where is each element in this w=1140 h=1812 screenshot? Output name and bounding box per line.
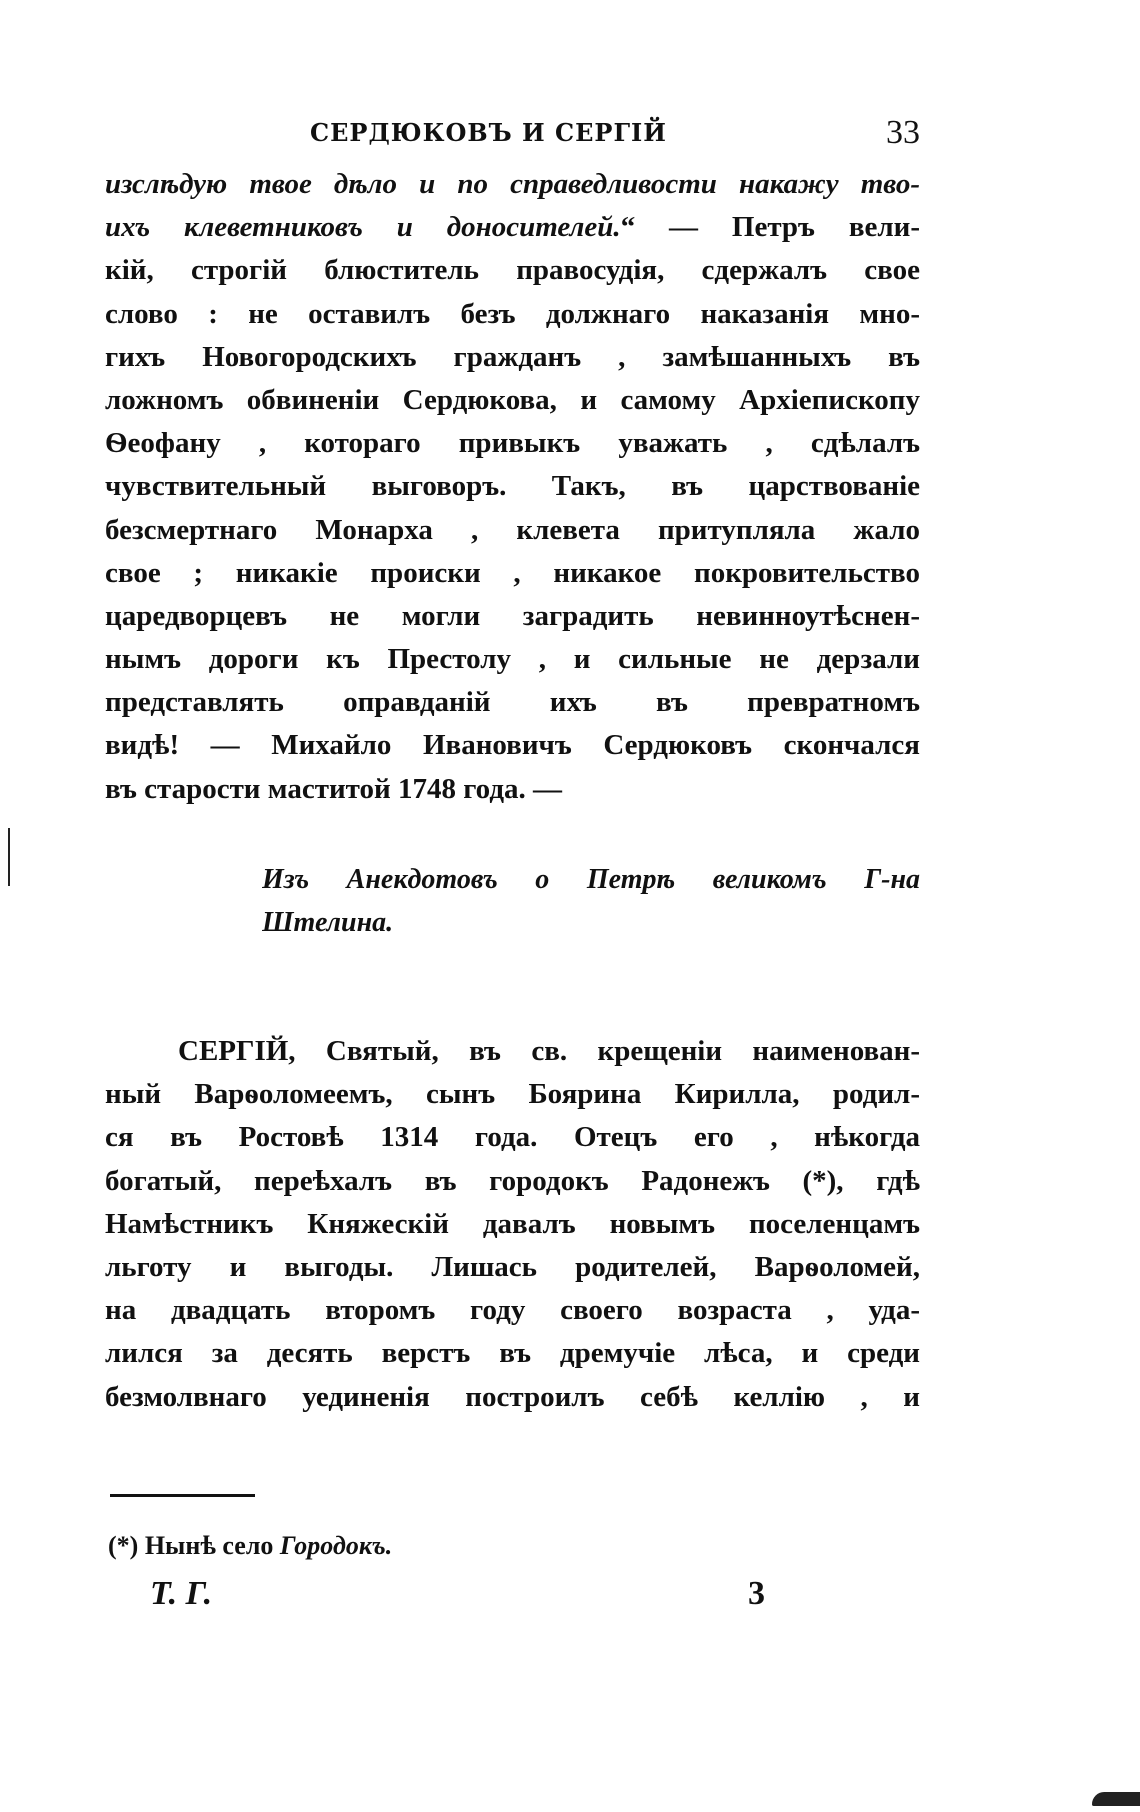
text-line-last: въ старости маститой 1748 года. — (105, 772, 563, 805)
text-line: льготу и выгоды. Лишась родителей, Варѳоломей, (105, 1250, 920, 1283)
entry-heading-line: СЕРГІЙ, Святый, въ св. крещеніи наименован- (178, 1035, 920, 1067)
text-line: богатый, переѣхалъ въ городокъ Радонежъ (*), гдѣ (105, 1164, 920, 1197)
text-line: безсмертнаго Монарха , клевета притупляла жало (105, 513, 920, 546)
source-citation (262, 858, 920, 944)
footnote-divider (110, 1494, 255, 1497)
page-header (310, 114, 920, 158)
text-line: представлять оправданій ихъ въ превратномъ (105, 686, 920, 719)
text-line: ложномъ обвиненіи Сердюкова, и самому Архіепископу (105, 383, 920, 416)
running-head: СЕРДЮКОВЪ И СЕРГІЙ (310, 118, 667, 147)
source-line-end: Штелина. (262, 907, 394, 939)
sheet-signature: 3 (748, 1575, 765, 1612)
source-line: Изъ Анекдотовъ о Петрѣ великомъ Г-на (262, 864, 920, 895)
text-line: ный Варѳоломеемъ, сынъ Боярина Кирилла, родил- (105, 1078, 920, 1111)
text-line: видѣ! — Михайло Ивановичъ Сердюковъ скончался (105, 729, 920, 762)
text-line: безмолвнаго уединенія построилъ себѣ келлію , и (105, 1380, 920, 1413)
volume-signature: Т. Г. (150, 1575, 213, 1612)
text-line: гихъ Новогородскихъ гражданъ , замѣшанныхъ въ (105, 340, 920, 373)
text-line: ся въ Ростовѣ 1314 года. Отецъ его , нѣкогда (105, 1121, 920, 1154)
text-line-rest: “ — Петръ вели- (620, 211, 920, 244)
footnote-marker: (*) Нынѣ село (108, 1531, 280, 1560)
entry-serdyukov-text (105, 163, 920, 811)
scan-artifact-corner (1092, 1792, 1140, 1806)
text-line: на двадцать второмъ году своего возраста , уда- (105, 1294, 920, 1327)
text-line (105, 206, 920, 249)
text-line: нымъ дороги къ Престолу , и сильные не дерзали (105, 643, 920, 676)
text-line: лился за десять верстъ въ дремучіе лѣса, и среди (105, 1337, 920, 1370)
scan-artifact-line (8, 828, 10, 886)
text-line: Ѳеофану , котораго привыкъ уважать , сдѣлалъ (105, 427, 920, 460)
text-line: царедворцевъ не могли заградить невинноутѣснен- (105, 599, 920, 632)
text-line: свое ; никакіе происки , никакое покровительство (105, 556, 920, 589)
footnote (108, 1531, 392, 1561)
text-line (105, 163, 920, 206)
text-line: кій, строгій блюститель правосудія, сдержалъ свое (105, 254, 920, 287)
text-line: слово : не оставилъ безъ должнаго наказанія мно- (105, 297, 920, 330)
text-line: Намѣстникъ Княжескій давалъ новымъ поселенцамъ (105, 1207, 920, 1240)
footnote-place: Городокъ. (279, 1531, 393, 1560)
italic-quote-end: ихъ клеветниковъ и доносителей. (105, 211, 621, 244)
text-line: чувствительный выговоръ. Такъ, въ царствованіе (105, 470, 920, 503)
italic-quote: изслѣдую твое дѣло и по справедливости накажу тво- (105, 168, 920, 200)
page-number: 33 (886, 114, 920, 151)
entry-sergiy-text (105, 1030, 920, 1419)
